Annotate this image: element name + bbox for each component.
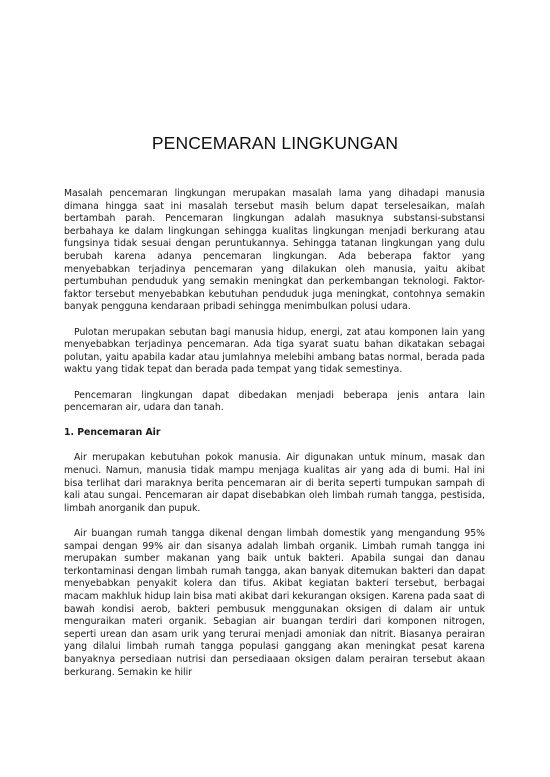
section-heading-pencemaran-air: 1. Pencemaran Air (64, 427, 161, 439)
paragraph-jenis: Pencemaran lingkungan dapat dibedakan menjadi beberapa jenis antara lain pencemaran air, udara dan tanah. (64, 389, 485, 414)
document-body (64, 188, 485, 692)
paragraph-intro: Masalah pencemaran lingkungan merupakan masalah lama yang dihadapi manusia dimana hingga saat ini masalah tersebut masih belum dapat terselesaikan, malah bertambah parah. Pencemaran lingkungan adalah masuknya substansi-substansi berbahaya ke dalam lingkungan sehingga kualitas lingkungan menjadi berkurang atau fungsinya tidak sesuai dengan peruntukannya. Sehingga tatanan lingkungan yang dulu berubah karena adanya pencemaran lingkungan. Ada beberapa faktor yang menyebabkan terjadinya pencemaran yang dilakukan oleh manusia, yaitu akibat pertumbuhan penduduk yang semakin meningkat dan perkembangan teknologi. Faktor-faktor tersebut menyebabkan kebutuhan penduduk juga meningkat, contohnya semakin banyak pengguna kendaraan pribadi sehingga menimbulkan polusi udara. (64, 188, 485, 313)
paragraph-polutan: Pulotan merupakan sebutan bagi manusia hidup, energi, zat atau komponen lain yang menyebabkan terjadinya pencemaran. Ada tiga syarat suatu bahan dikatakan sebagai polutan, yaitu apabila kadar atau jumlahnya melebihi ambang batas normal, berada pada waktu yang tidak tepat dan berada pada tempat yang tidak semestinya. (64, 326, 485, 376)
page-title: PENCEMARAN LINGKUNGAN (151, 133, 399, 153)
paragraph-air-buangan: Air buangan rumah tangga dikenal dengan limbah domestik yang mengandung 95% sampai dengan 99% air dan sisanya adalah limbah organik. Limbah rumah tangga ini merupakan sumber makanan yang baik untuk bakteri. Apabila sungai dan danau terkontaminasi dengan limbah rumah tangga, akan banyak ditemukan bakteri dan dapat menyebabkan penyakit kolera dan tifus. Akibat kegiatan bakteri tersebut, berbagai macam makhluk hidup lain bisa mati akibat dari kekurangan oksigen. Karena pada saat di bawah kondisi aerob, bakteri pembusuk menggunakan oksigen di dalam air untuk menguraikan materi organik. Sebagian air buangan terdiri dari komponen nitrogen, seperti urean dan asam urik yang terurai menjadi amoniak dan nitrit. Biasanya perairan yang dilalui limbah rumah tangga populasi ganggang akan meningkat pesat karena banyaknya persediaan nutrisi dan persediaaan oksigen dalam perairan tersebut akaan berkurang. Semakin ke hilir (64, 528, 485, 678)
paragraph-air-kebutuhan: Air merupakan kebutuhan pokok manusia. Air digunakan untuk minum, masak dan menuci. Namun, manusia tidak mampu menjaga kualitas air yang ada di bumi. Hal ini bisa terlihat dari maraknya berita pencemaran air di berita seperti tumpukan sampah di kali atau sungai. Pencemaran air dapat disebabkan oleh limbah rumah tangga, pestisida, limbah anorganik dan pupuk. (64, 452, 485, 514)
